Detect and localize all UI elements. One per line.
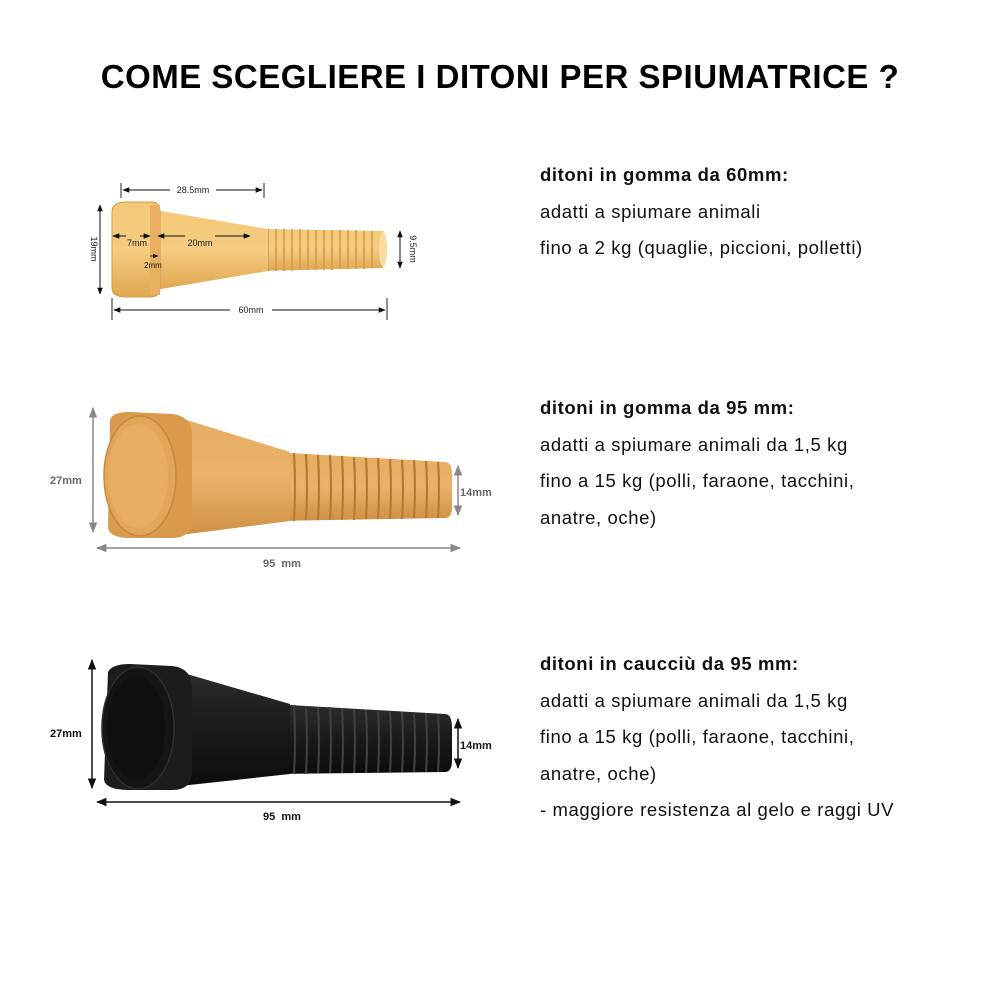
dim-27mm-caoutchouc: 27mm <box>50 728 82 740</box>
product-60mm-line-1: adatti a spiumare animali <box>540 200 761 222</box>
dim-9-5mm: 9.5mm <box>408 235 418 263</box>
dim-14mm-rubber: 14mm <box>460 487 492 499</box>
product-95mm-rubber-line-2: fino a 15 kg (polli, faraone, tacchini, <box>540 470 855 491</box>
product-95mm-caoutchouc-line-2: fino a 15 kg (polli, faraone, tacchini, <box>540 726 855 747</box>
dim-20mm: 20mm <box>187 238 213 248</box>
product-95mm-rubber-line-1: adatti a spiumare animali da 1,5 kg <box>540 433 848 455</box>
dim-14mm-caoutchouc: 14mm <box>460 740 492 752</box>
finger-95mm-caoutchouc <box>102 664 452 790</box>
dim-7mm: 7mm <box>127 238 147 248</box>
dim-19mm: 19mm <box>89 236 99 262</box>
dim-2mm: 2mm <box>144 261 162 270</box>
product-95mm-caoutchouc-line-1: adatti a spiumare animali da 1,5 kg <box>540 689 848 711</box>
product-60mm-line-2: fino a 2 kg (quaglie, piccioni, polletti) <box>540 237 863 258</box>
dim-95mm-caoutchouc: 95 mm <box>263 811 301 823</box>
page-title: COME SCEGLIERE I DITONI PER SPIUMATRICE ? <box>100 58 900 95</box>
finger-95mm-rubber <box>104 412 452 538</box>
product-95mm-rubber-line-3: anatre, oche) <box>540 506 657 528</box>
product-60mm-heading: ditoni in gomma da 60mm: <box>540 164 789 185</box>
product-95mm-caoutchouc-line-4: - maggiore resistenza al gelo e raggi UV <box>540 799 895 820</box>
product-95mm-rubber-heading: ditoni in gomma da 95 mm: <box>540 397 795 418</box>
dim-60mm: 60mm <box>238 305 264 315</box>
product-95mm-caoutchouc-line-3: anatre, oche) <box>540 762 657 784</box>
dim-28-5mm: 28.5mm <box>176 185 210 195</box>
product-95mm-caoutchouc-heading: ditoni in caucciù da 95 mm: <box>540 653 799 674</box>
dim-95mm-rubber: 95 mm <box>263 558 301 570</box>
finger-60mm <box>112 202 387 297</box>
dim-27mm-rubber: 27mm <box>50 475 82 487</box>
